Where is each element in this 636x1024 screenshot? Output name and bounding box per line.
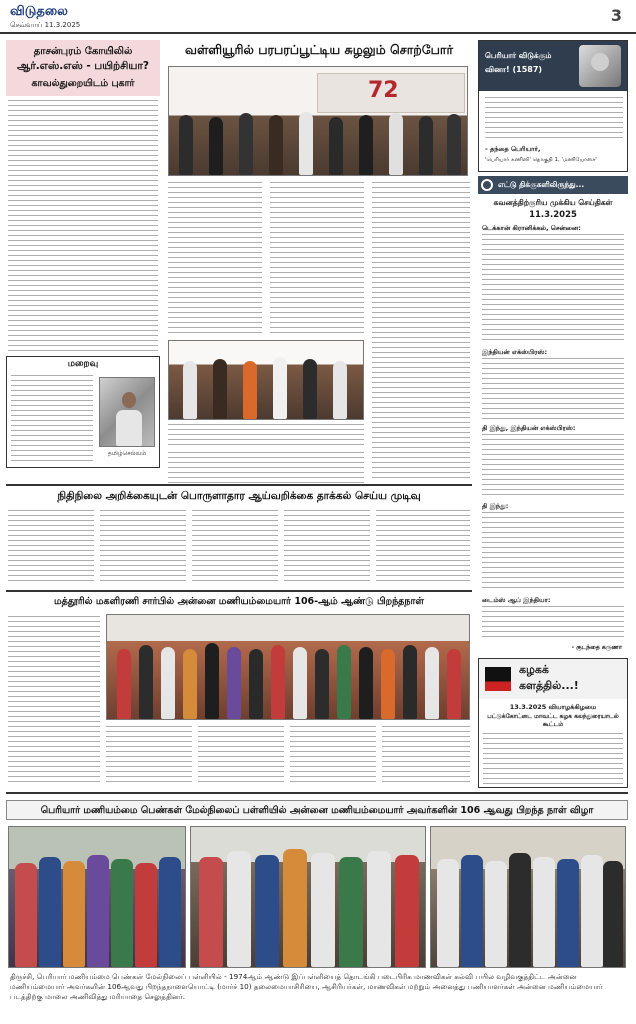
directions-banner bbox=[478, 176, 628, 194]
flag-icon bbox=[485, 667, 511, 691]
masthead-title: விடுதலை bbox=[10, 4, 68, 19]
digest-section-3: தி இந்து, இந்தியன் எக்ஸ்பிரஸ்: bbox=[482, 424, 576, 432]
periyar-text bbox=[485, 97, 623, 141]
left-subhead: காவல்துறையிடம் புகார் bbox=[31, 78, 135, 89]
mid-col-5 bbox=[376, 510, 470, 584]
anniversary-col-3 bbox=[198, 726, 284, 784]
anniversary-story bbox=[6, 590, 472, 786]
mid-col-1 bbox=[8, 510, 94, 584]
bottom-headline-bar bbox=[6, 800, 628, 820]
main-col-2 bbox=[270, 182, 364, 334]
periyar-author: - தந்தை பெரியார், bbox=[485, 145, 541, 153]
main-col-1 bbox=[168, 182, 262, 334]
digest-text-5 bbox=[482, 606, 624, 640]
digest-text-3 bbox=[482, 434, 624, 498]
obituary bbox=[6, 356, 160, 468]
anniversary-col-4 bbox=[290, 726, 376, 784]
kazhagam-event: பட்டுக்கோட்டை மாவட்ட கழக கலந்துரையாடல் கூட்டம் bbox=[487, 713, 619, 728]
obituary-text bbox=[11, 375, 93, 463]
directions-label: எட்டு திக்குகளிலிருந்து... bbox=[498, 180, 585, 189]
left-headline-box bbox=[6, 40, 160, 96]
main-photo-banner bbox=[317, 73, 465, 113]
digest-section-5: டைம்ஸ் ஆப் இந்தியா: bbox=[482, 596, 551, 604]
periyar-title: பெரியார் விடுக்கும் bbox=[485, 51, 552, 60]
main-photo-caption bbox=[168, 424, 364, 448]
kazhagam-text bbox=[483, 733, 623, 785]
anniversary-col-2 bbox=[106, 726, 192, 784]
periyar-portrait bbox=[579, 45, 621, 87]
left-story bbox=[6, 40, 160, 352]
masthead bbox=[0, 0, 636, 34]
main-col-3 bbox=[372, 182, 470, 482]
digest-section-4: தி இந்து: bbox=[482, 502, 509, 510]
mid-col-3 bbox=[192, 510, 278, 584]
digest-byline: - குடந்தை கருணா bbox=[571, 644, 622, 651]
digest-title: கவனத்திற்குரிய முக்கிய செய்திகள் bbox=[493, 198, 613, 207]
digest-section-1: டெக்கான் கிரானிக்கல், சென்னை: bbox=[482, 224, 581, 232]
main-body-bottom bbox=[168, 452, 364, 484]
page-number: 3 bbox=[610, 6, 622, 25]
digest-section-2: இந்தியன் எக்ஸ்பிரஸ்: bbox=[482, 348, 548, 356]
periyar-box bbox=[478, 40, 628, 172]
bottom-photo-1 bbox=[8, 826, 186, 968]
mid-col-2 bbox=[100, 510, 186, 584]
kazhagam-box bbox=[478, 658, 628, 788]
news-digest bbox=[478, 198, 628, 654]
anniversary-col-1 bbox=[8, 616, 100, 784]
anniversary-col-5 bbox=[382, 726, 470, 784]
kazhagam-header bbox=[479, 659, 627, 699]
bottom-photo-2 bbox=[190, 826, 426, 968]
periyar-header bbox=[479, 41, 627, 91]
periyar-subtitle: வினா! (1587) bbox=[485, 65, 543, 74]
bottom-photo-3 bbox=[430, 826, 626, 968]
digest-text-1 bbox=[482, 234, 624, 344]
digest-text-4 bbox=[482, 512, 624, 592]
anniversary-headline: மத்தூரில் மகளிரணி சார்பில் அன்னை மணியம்மையார் 106-ஆம் ஆண்டு பிறந்தநாள் bbox=[53, 596, 425, 607]
bottom-story bbox=[6, 792, 628, 1020]
main-photo-2 bbox=[168, 340, 364, 420]
main-story bbox=[166, 40, 472, 490]
kazhagam-title-2: களத்தில்...! bbox=[519, 679, 579, 692]
mid-story bbox=[6, 484, 472, 586]
directions-icon bbox=[481, 179, 493, 191]
left-body-text bbox=[8, 100, 158, 352]
bottom-headline: பெரியார் மணியம்மை பெண்கள் மேல்நிலைப் பள்ளியில் அன்னை மணியம்மையார் அவர்களின் 106 ஆவது பிறந்த நாள் விழா bbox=[40, 805, 594, 816]
banner-number: 72 bbox=[368, 78, 399, 103]
left-headline-2: ஆர்.எஸ்.எஸ் - பயிற்சியா? bbox=[17, 60, 149, 72]
digest-text-2 bbox=[482, 358, 624, 420]
main-photo-1 bbox=[168, 66, 468, 176]
left-headline-1: தாசன்புரம் கோயிலில் bbox=[33, 46, 133, 57]
digest-date: 11.3.2025 bbox=[529, 210, 577, 220]
periyar-source: 'பெரியார் கணினி' தொகுதி 1, 'மணியோசை' bbox=[485, 157, 597, 163]
kazhagam-title-1: கழகக் bbox=[519, 663, 549, 676]
main-headline: வள்ளியூரில் பரபரப்பூட்டிய சுழலும் சொற்போர் bbox=[185, 42, 453, 57]
mid-col-4 bbox=[284, 510, 370, 584]
mid-headline: நிதிநிலை அறிக்கையுடன் பொருளாதார ஆய்வறிக்கை தாக்கல் செய்ய முடிவு bbox=[57, 490, 421, 502]
obituary-name: தமிழ்செல்வம் bbox=[107, 450, 147, 457]
obituary-photo bbox=[99, 377, 155, 447]
kazhagam-date: 13.3.2025 வியாழக்கிழமை bbox=[509, 703, 597, 711]
masthead-date: செவ்வாய் 11.3.2025 bbox=[10, 21, 81, 29]
obituary-header: மறைவு bbox=[67, 359, 99, 369]
anniversary-photo bbox=[106, 614, 470, 720]
bottom-caption: திருச்சி, பெரியார் மணியம்மை பெண்கள் மேல்நிலைப் பள்ளியில் - 1974ஆம் ஆண்டு இப்பள்ளியைத் தொடங்கி படைபிரிக மாணவிகள் கல்வி பயில வழிவகுத்திட்ட அன்னை மணியம்மையார் அவர்களின் 106ஆவது பிறந்தநாளையொட்டி (மார்ச் 10) தலைமையாசிரியை, ஆசிரியர்கள், மாணவிகள் மற்றும் அனைத்து பணியாளர்கள் அன்னை மணியம்மையார் படத்திற்கு மாலை அணிவித்து மரியாதை செலுத்தினர். bbox=[10, 972, 603, 1001]
